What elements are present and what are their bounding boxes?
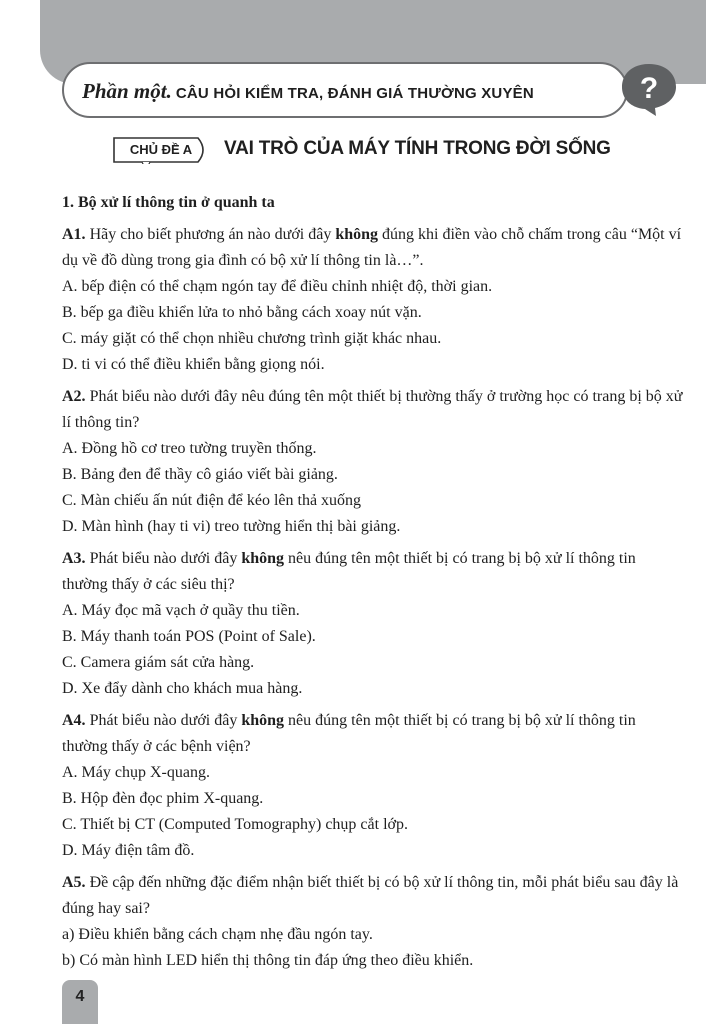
question-a3 (62, 546, 684, 702)
question-a5 (62, 870, 684, 974)
question-stem (62, 870, 684, 922)
stem-text: đúng khi điền vào chỗ chấm trong câu “Một ví dụ về đồ dùng trong gia đình có bộ xử lí thông tin là…”. (62, 226, 682, 269)
topic-title: VAI TRÒ CỦA MÁY TÍNH TRONG ĐỜI SỐNG (224, 138, 611, 159)
stem-emphasis: không (335, 226, 379, 243)
question-label: A4. (62, 712, 86, 729)
question-a1 (62, 222, 684, 378)
answer-option: D. Xe đẩy dành cho khách mua hàng. (62, 680, 303, 697)
answer-option: D. ti vi có thể điều khiển bằng giọng nói. (62, 356, 325, 373)
page-number: 4 (75, 988, 85, 1005)
answer-option: C. máy giặt có thể chọn nhiều chương trình giặt khác nhau. (62, 330, 442, 347)
question-a4 (62, 708, 684, 864)
question-label: A3. (62, 550, 86, 567)
answer-option: C. Màn chiếu ấn nút điện để kéo lên thả xuống (62, 492, 362, 509)
part-main-title: CÂU HỎI KIỂM TRA, ĐÁNH GIÁ THƯỜNG XUYÊN (175, 85, 534, 102)
topic-tag: CHỦ ĐỀ A (129, 142, 193, 157)
answer-option: B. bếp ga điều khiển lửa to nhỏ bằng cách xoay nút vặn. (62, 304, 422, 321)
badge-symbol: ? (639, 72, 659, 105)
question-label: A1. (62, 226, 86, 243)
part-prefix: Phần một. (82, 79, 172, 103)
stem-text: nêu đúng tên một thiết bị có trang bị bộ xử lí thông tin thường thấy ở các bệnh viện? (62, 712, 636, 755)
stem-text: Phát biểu nào dưới đây (85, 550, 242, 567)
stem-emphasis: không (241, 550, 285, 567)
question-stem (62, 384, 684, 436)
answer-option: B. Bảng đen để thầy cô giáo viết bài giảng. (62, 466, 338, 483)
answer-option: A. Đồng hồ cơ treo tường truyền thống. (62, 440, 317, 457)
question-stem (62, 222, 684, 274)
stem-text: nêu đúng tên một thiết bị có trang bị bộ xử lí thông tin thường thấy ở các siêu thị? (62, 550, 636, 593)
stem-text: Phát biểu nào dưới đây (85, 712, 242, 729)
answer-option: D. Máy điện tâm đồ. (62, 842, 195, 859)
stem-text: Đề cập đến những đặc điểm nhận biết thiết bị có bộ xử lí thông tin, mỗi phát biểu sau đây là đúng hay sai? (62, 874, 679, 917)
answer-option: D. Màn hình (hay ti vi) treo tường hiển thị bài giảng. (62, 518, 401, 535)
question-badge-icon (618, 62, 680, 118)
answer-option: C. Camera giám sát cửa hàng. (62, 654, 255, 671)
question-stem (62, 546, 684, 598)
question-label: A2. (62, 388, 86, 405)
answer-option: A. Máy đọc mã vạch ở quầy thu tiền. (62, 602, 300, 619)
question-label: A5. (62, 874, 86, 891)
stem-emphasis: không (241, 712, 285, 729)
stem-text: Phát biểu nào dưới đây nêu đúng tên một thiết bị thường thấy ở trường học có trang bị bộ xử lí thông tin? (62, 388, 683, 431)
part-title (82, 76, 534, 106)
answer-option: A. bếp điện có thể chạm ngón tay để điều chỉnh nhiệt độ, thời gian. (62, 278, 493, 295)
stem-text: Hãy cho biết phương án nào dưới đây (85, 226, 336, 243)
question-a2 (62, 384, 684, 540)
question-stem (62, 708, 684, 760)
answer-option: b) Có màn hình LED hiển thị thông tin đáp ứng theo điều khiển. (62, 952, 474, 969)
answer-option: a) Điều khiển bằng cách chạm nhẹ đầu ngón tay. (62, 926, 373, 943)
answer-option: C. Thiết bị CT (Computed Tomography) chụp cắt lớp. (62, 816, 408, 833)
section-heading: 1. Bộ xử lí thông tin ở quanh ta (62, 194, 275, 211)
answer-option: B. Máy thanh toán POS (Point of Sale). (62, 628, 316, 645)
answer-option: A. Máy chụp X-quang. (62, 764, 210, 781)
answer-option: B. Hộp đèn đọc phim X-quang. (62, 790, 264, 807)
page-content (62, 190, 684, 974)
